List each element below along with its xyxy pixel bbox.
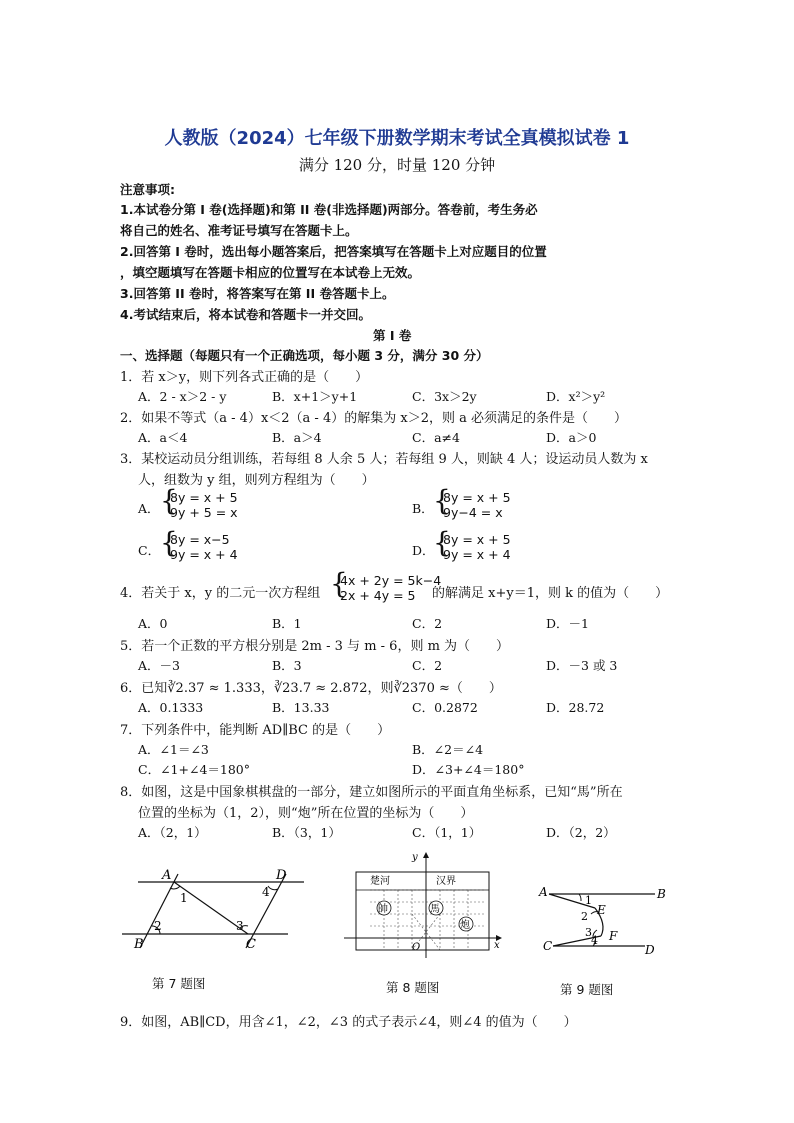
fig7-label: 4 [262, 885, 270, 899]
q7-option-a: A．∠1＝∠3 [138, 742, 209, 757]
fig7-label: B [134, 937, 144, 952]
fig9-label: E [597, 903, 606, 917]
fig8-label: 汉界 [436, 876, 456, 887]
figure-9-parallel-lines [535, 880, 675, 965]
q3-option-d: D． [412, 543, 435, 558]
figure-7-caption: 第 7 题图 [152, 976, 206, 991]
fig8-piece: 炮 [460, 920, 470, 931]
fig7-label: A [162, 868, 172, 883]
note-line: 将自己的姓名、准考证号填写在答题卡上。 [120, 223, 358, 238]
q1-option-d: D．x²＞y² [546, 389, 606, 404]
note-line: ，填空题填写在答题卡相应的位置写在本试卷上无效。 [120, 265, 421, 280]
question-8-stem: 8．如图，这是中国象棋棋盘的一部分，建立如图所示的平面直角坐标系，已知“馬”所在 [120, 785, 623, 800]
fig8-label: y [412, 852, 418, 863]
q6-option-a: A．0.1333 [138, 700, 204, 715]
q1-option-a: A．2 - x＞2 - y [138, 389, 227, 404]
q3-option-b: B． [412, 501, 434, 516]
figure-8-chessboard [340, 850, 502, 960]
part-label: 第 I 卷 [373, 328, 412, 343]
q2-option-d: D．a＞0 [546, 430, 597, 445]
fig9-label: B [657, 887, 666, 901]
q5-option-c: C．2 [412, 658, 443, 673]
fig9-label: C [543, 939, 553, 953]
q6-option-b: B．13.33 [272, 700, 330, 715]
q1-option-c: C．3x＞2y [412, 389, 477, 404]
fig7-label: 2 [154, 919, 162, 933]
question-4-stem: 4．若关于 x，y 的二元一次方程组 [120, 586, 321, 601]
q8-option-a: A．（2，1） [138, 825, 207, 840]
fig9-label: 4 [591, 934, 598, 947]
q7-option-d: D．∠3+∠4＝180° [412, 762, 525, 777]
fig9-label: 1 [585, 894, 592, 907]
figure-8-caption: 第 8 题图 [386, 980, 440, 995]
question-3-stem-cont: 人，组数为 y 组，则列方程组为（ ） [138, 473, 375, 488]
question-6-stem: 6．已知∛2.37 ≈ 1.333，∛23.7 ≈ 2.872，则∛2370 ≈（ ） [120, 681, 502, 696]
q4-option-c: C．2 [412, 616, 443, 631]
fig7-label: D [276, 868, 287, 883]
question-9-stem: 9．如图，AB∥CD，用含∠1，∠2，∠3 的式子表示∠4，则∠4 的值为（ ） [120, 1015, 577, 1030]
page-title: 人教版（2024）七年级下册数学期末考试全真模拟试卷 1 [164, 128, 630, 149]
note-line: 3.回答第 II 卷时，将答案写在第 II 卷答题卡上。 [120, 286, 395, 301]
figure-9-caption: 第 9 题图 [560, 982, 614, 997]
fig7-label: 1 [180, 891, 188, 905]
question-8-stem-cont: 位置的坐标为（1，2），则“炮”所在位置的坐标为（ ） [138, 806, 474, 821]
fig9-label: D [645, 943, 655, 957]
q8-option-d: D．（2，2） [546, 825, 616, 840]
q4-option-b: B．1 [272, 616, 302, 631]
q6-option-d: D．28.72 [546, 700, 605, 715]
q3-option-c: C． [138, 543, 161, 558]
figure-7-parallelogram [118, 862, 308, 954]
note-line: 1.本试卷分第 I 卷(选择题)和第 II 卷(非选择题)两部分。答卷前，考生务必 [120, 202, 538, 217]
q5-option-b: B．3 [272, 658, 302, 673]
question-1-stem: 1．若 x＞y，则下列各式正确的是（ ） [120, 370, 369, 385]
question-5-stem: 5．若一个正数的平方根分别是 2m - 3 与 m - 6，则 m 为（ ） [120, 639, 510, 654]
question-4-stem-end: 的解满足 x+y＝1，则 k 的值为（ ） [432, 586, 669, 601]
q5-option-a: A．－3 [138, 658, 180, 673]
fig9-label: F [609, 929, 618, 943]
note-line: 2.回答第 I 卷时，选出每小题答案后，把答案填写在答题卡上对应题目的位置 [120, 244, 547, 259]
question-7-stem: 7．下列条件中，能判断 AD∥BC 的是（ ） [120, 723, 391, 738]
fig8-label: 楚河 [370, 876, 390, 887]
q1-option-b: B．x+1＞y+1 [272, 389, 358, 404]
fig8-label: x [494, 940, 500, 951]
fig8-piece: 帥 [378, 904, 388, 915]
q2-option-a: A．a＜4 [138, 430, 188, 445]
q6-option-c: C．0.2872 [412, 700, 478, 715]
fig9-label: A [539, 885, 548, 899]
fig8-piece: 馬 [430, 904, 440, 915]
q8-option-c: C．（1，1） [412, 825, 482, 840]
fig7-label: C [246, 937, 256, 952]
page-subtitle: 满分 120 分，时量 120 分钟 [298, 156, 496, 174]
q8-option-b: B．（3，1） [272, 825, 341, 840]
section-heading: 一、选择题（每题只有一个正确选项，每小题 3 分，满分 30 分） [120, 348, 489, 363]
q7-option-b: B．∠2＝∠4 [412, 742, 484, 757]
q3-option-a: A． [138, 501, 160, 516]
fig9-label: 3 [585, 926, 592, 939]
notes-heading: 注意事项: [120, 182, 175, 197]
fig8-label: O [412, 942, 421, 953]
q5-option-d: D．－3 或 3 [546, 658, 618, 673]
q7-option-c: C．∠1+∠4＝180° [138, 762, 250, 777]
q2-option-b: B．a＞4 [272, 430, 322, 445]
q4-option-a: A．0 [138, 616, 168, 631]
q4-option-d: D．－1 [546, 616, 589, 631]
fig7-label: 3 [236, 919, 244, 933]
note-line: 4.考试结束后，将本试卷和答题卡一并交回。 [120, 307, 371, 322]
q2-option-c: C．a≠4 [412, 430, 460, 445]
question-3-stem: 3．某校运动员分组训练，若每组 8 人余 5 人；若每组 9 人，则缺 4 人；设运动员人数为 x [120, 452, 648, 467]
fig9-label: 2 [581, 910, 588, 923]
question-2-stem: 2．如果不等式（a - 4）x＜2（a - 4）的解集为 x＞2，则 a 必须满足的条件是（ ） [120, 411, 627, 426]
